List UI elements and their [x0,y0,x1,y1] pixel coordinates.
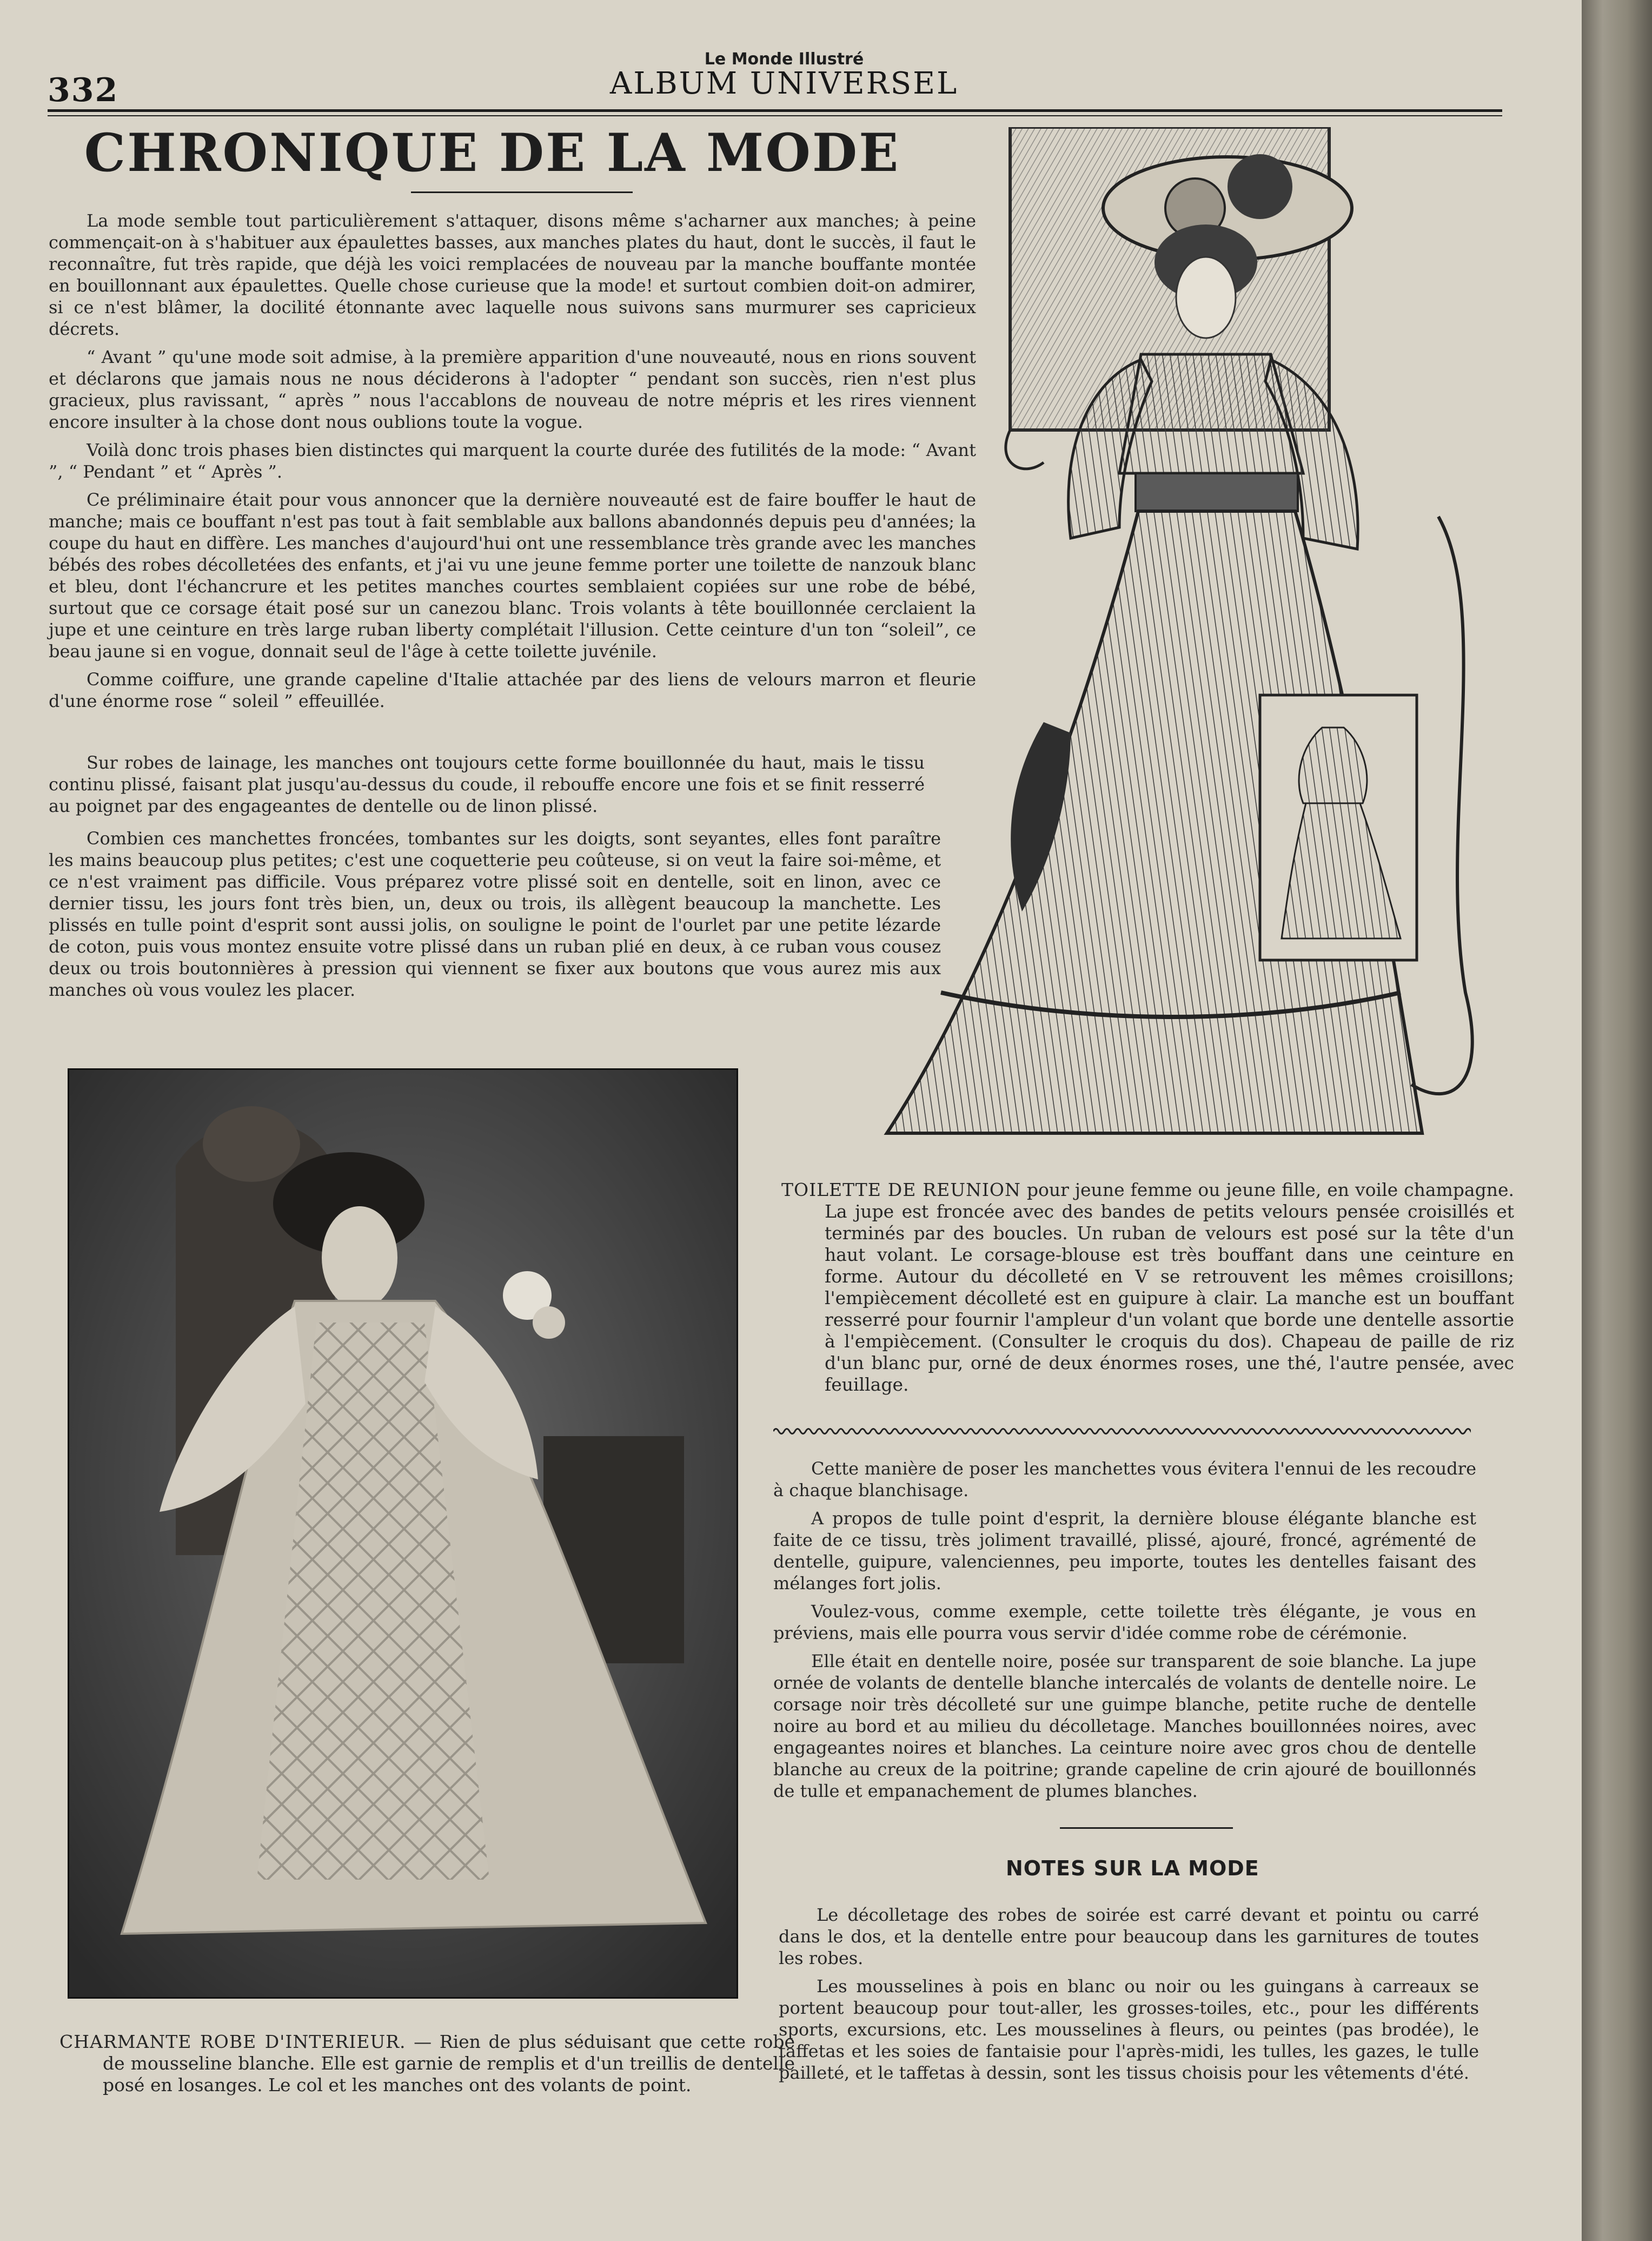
paragraph: Comme coiffure, une grande capeline d'Italie attachée par des liens de velours marron et fleurie d'une énorme rose “ soleil ” effeuillée. [49,669,976,711]
caption-text: — Rien de plus séduisant que cette robe de mousseline blanche. Elle est garnie de remplis et d'un treillis de dentelle posé en losanges. Le col et les manches ont des volants de point. [103,2031,795,2095]
paragraph: Ce préliminaire était pour vous annoncer que la dernière nouveauté est de faire bouffer le haut de manche; mais ce bouffant n'est pas tout à fait semblable aux ballons abandonnés depuis peu d'années; la coupe du haut en diffère. Les manches d'aujourd'hui ont une ressemblance très grande avec les manches bébés des robes décolletées des enfants, et j'ai vu une jeune femme porter une toilette de nanzouk blanc et bleu, dont l'échancrure et les petites manches courtes semblaient copiées sur une robe de bébé, surtout que ce corsage était posé sur un canezou blanc. Trois volants à tête bouillonnée cerclaient la jupe et une ceinture en très large ruban liberty complétait l'illusion. Cette ceinture d'un ton “soleil”, ce beau jaune si en vogue, donnait seul de l'âge à cette toilette juvénile. [49,490,976,662]
paragraph: “ Avant ” qu'une mode soit admise, à la première apparition d'une nouveauté, nous en rions souvent et déclarons que jamais nous ne nous déciderons à l'adopter “ pendant son succès, rien n'est plus gracieux, plus ravissant, “ après ” nous l'accablons de nouveau de notre mépris et les rires viennent encore insulter à la chose dont nous oublions toute la vogue. [49,347,976,432]
toilette-caption [781,1179,1514,1396]
title-underline [411,191,633,193]
notes-heading: NOTES SUR LA MODE [1006,1856,1259,1880]
fashion-illustration [817,127,1498,1179]
paragraph: Cette manière de poser les manchettes vous évitera l'ennui de les recoudre à chaque blanchisage. [773,1458,1476,1500]
wavy-divider [773,1425,1471,1437]
article-title: CHRONIQUE DE LA MODE [84,122,900,183]
seated-woman-photograph [68,1068,738,1999]
article-body-lower [49,828,941,1007]
paragraph: Voilà donc trois phases bien distinctes qui marquent la courte durée des futilités de la mode: “ Avant ”, “ Pendant ” et “ Après ”. [49,440,976,482]
running-title: ALBUM UNIVERSEL [609,66,959,101]
paragraph: A propos de tulle point d'esprit, la dernière blouse élégante blanche est faite de ce tissu, très joliment travaillé, plissé, ajouré, froncé, agrémenté de dentelle, guipure, valenciennes, peu importe, toutes les dentelles faisant des mélanges fort jolis. [773,1508,1476,1594]
caption-text: pour jeune femme ou jeune fille, en voile champagne. La jupe est froncée avec des bandes de petits velours pensée croisillés et terminés par des boucles. Un ruban de velours est posé sur la tête d'un haut volant. Le corsage-blouse est très bouffant dans une ceinture en forme. Autour du décolleté en V se retrouvent les mêmes croisillons; l'empiècement décolleté est en guipure à clair. La manche est un bouffant resserré pour fournir l'ampleur d'un volant que borde une dentelle assortie à l'empiècement. (Consulter le croquis du dos). Chapeau de paille de riz d'un blanc pur, orné de deux énormes roses, une thé, l'autre pensée, avec feuillage. [825,1179,1514,1395]
publication-name: Le Monde Illustré [704,50,864,69]
paragraph: Sur robes de lainage, les manches ont toujours cette forme bouillonnée du haut, mais le tissu continu plissé, faisant plat jusqu'au-dessus du coude, il rebouffe encore une fois et se finit resserré au poignet par des engageantes de dentelle ou de linon plissé. [49,752,925,816]
header-rule-top [48,109,1502,112]
paragraph: La mode semble tout particulièrement s'attaquer, disons même s'acharner aux manches; à peine commençait-on à s'habituer aux épaulettes basses, aux manches plates du haut, dont le succès, il faut le reconnaître, fut très rapide, que déjà les voici remplacées de nouveau par la manche bouffante montée en bouillonnant aux épaulettes. Quelle chose curieuse que la mode! et surtout combien doit-on admirer, si ce n'est blâmer, la docilité étonnante avec laquelle nous suivons sans murmurer ses capricieux décrets. [49,210,976,339]
notes-body [779,1904,1479,2090]
robe-caption [59,2031,795,2096]
page-number: 332 [48,71,119,109]
header-rule-bottom [48,115,1502,116]
caption-lead: TOILETTE DE REUNION [781,1179,1021,1200]
paragraph: Elle était en dentelle noire, posée sur transparent de soie blanche. La jupe ornée de volants de dentelle blanche intercalés de volants de dentelle noire. Le corsage noir très décolleté sur une guimpe blanche, petite ruche de dentelle noire au bord et au milieu du décolletage. Manches bouillonnées noires, avec engageantes noires et blanches. La ceinture noire avec gros chou de dentelle blanche au creux de la poitrine; grande capeline de crin ajouré de bouillonnés de tulle et empanachement de plumes blanches. [773,1651,1476,1801]
binding-edge [1582,0,1652,2241]
notes-divider [1060,1827,1233,1829]
paragraph: Combien ces manchettes froncées, tombantes sur les doigts, sont seyantes, elles font paraître les mains beaucoup plus petites; c'est une coquetterie peu coûteuse, si on veut la faire soi-même, et ce n'est vraiment pas difficile. Vous préparez votre plissé soit en dentelle, soit en linon, avec ce dernier tissu, les jours font très bien, un, deux ou trois, ils allègent beaucoup la manchette. Les plissés en tulle point d'esprit sont aussi jolis, on souligne le point de l'ourlet par une petite lézarde de coton, puis vous montez ensuite votre plissé dans un ruban plié en deux, à ce ruban vous cousez deux ou trois boutonnières à pression qui viennent se fixer aux boutons que vous aurez mis aux manches où vous voulez les placer. [49,828,941,1000]
caption-lead: CHARMANTE ROBE D'INTERIEUR. [59,2031,406,2052]
article-body-right [773,1458,1476,1808]
article-body-middle [49,752,925,823]
paragraph: Les mousselines à pois en blanc ou noir ou les guingans à carreaux se portent beaucoup pour tout-aller, les grosses-toiles, etc., pour les différents sports, excursions, etc. Les mousselines à fleurs, ou peintes (pas brodée), le taffetas et les soies de fantaisie pour l'après-midi, les tulles, les gazes, le tulle pailleté, et le taffetas à dessin, sont les tissus choisis pour les vêtements d'été. [779,1976,1479,2083]
paragraph: Voulez-vous, comme exemple, cette toilette très élégante, je vous en préviens, mais elle pourra vous servir d'idée comme robe de cérémonie. [773,1601,1476,1643]
paragraph: Le décolletage des robes de soirée est carré devant et pointu ou carré dans le dos, et la dentelle entre pour beaucoup dans les garnitures de toutes les robes. [779,1905,1479,1968]
